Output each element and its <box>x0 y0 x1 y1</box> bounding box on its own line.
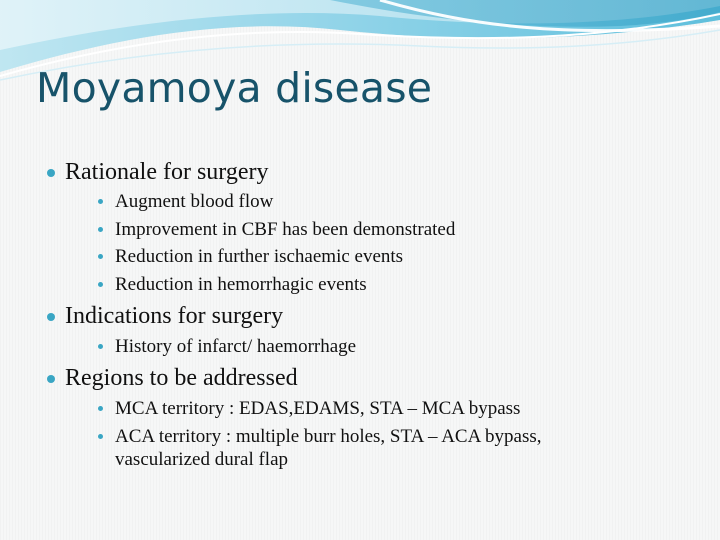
list-item-text: Reduction in further ischaemic events <box>115 246 404 267</box>
bullet-icon <box>98 282 103 287</box>
list-item-text: MCA territory : EDAS,EDAMS, STA – MCA bypass <box>115 398 521 419</box>
section-heading-text: Regions to be addressed <box>65 365 298 391</box>
section-heading-text: Rationale for surgery <box>65 159 269 185</box>
list-item <box>115 335 356 358</box>
list-item-text: Improvement in CBF has been demonstrated <box>115 219 456 240</box>
section-heading <box>65 158 269 186</box>
list-item <box>115 245 403 268</box>
slide-title: Moyamoya disease <box>36 64 433 112</box>
bullet-icon <box>98 199 103 204</box>
list-item <box>115 425 675 471</box>
list-item-text: History of infarct/ haemorrhage <box>115 336 357 357</box>
list-item <box>115 397 520 420</box>
bullet-icon <box>47 375 55 383</box>
list-item <box>115 218 455 241</box>
section-heading <box>65 302 283 330</box>
list-item <box>115 273 367 296</box>
bullet-icon <box>47 169 55 177</box>
bullet-icon <box>98 434 103 439</box>
bullet-icon <box>98 344 103 349</box>
bullet-icon <box>98 406 103 411</box>
bullet-icon <box>47 313 55 321</box>
list-item-text-continued: vascularized dural flap <box>115 449 289 470</box>
list-item-text: ACA territory : multiple burr holes, STA – ACA bypass, <box>115 426 542 447</box>
list-item-text: Augment blood flow <box>115 191 274 212</box>
list-item <box>115 190 273 213</box>
section-heading-text: Indications for surgery <box>65 303 284 329</box>
bullet-icon <box>98 254 103 259</box>
list-item-text: Reduction in hemorrhagic events <box>115 274 367 295</box>
section-heading <box>65 364 298 392</box>
bullet-icon <box>98 227 103 232</box>
